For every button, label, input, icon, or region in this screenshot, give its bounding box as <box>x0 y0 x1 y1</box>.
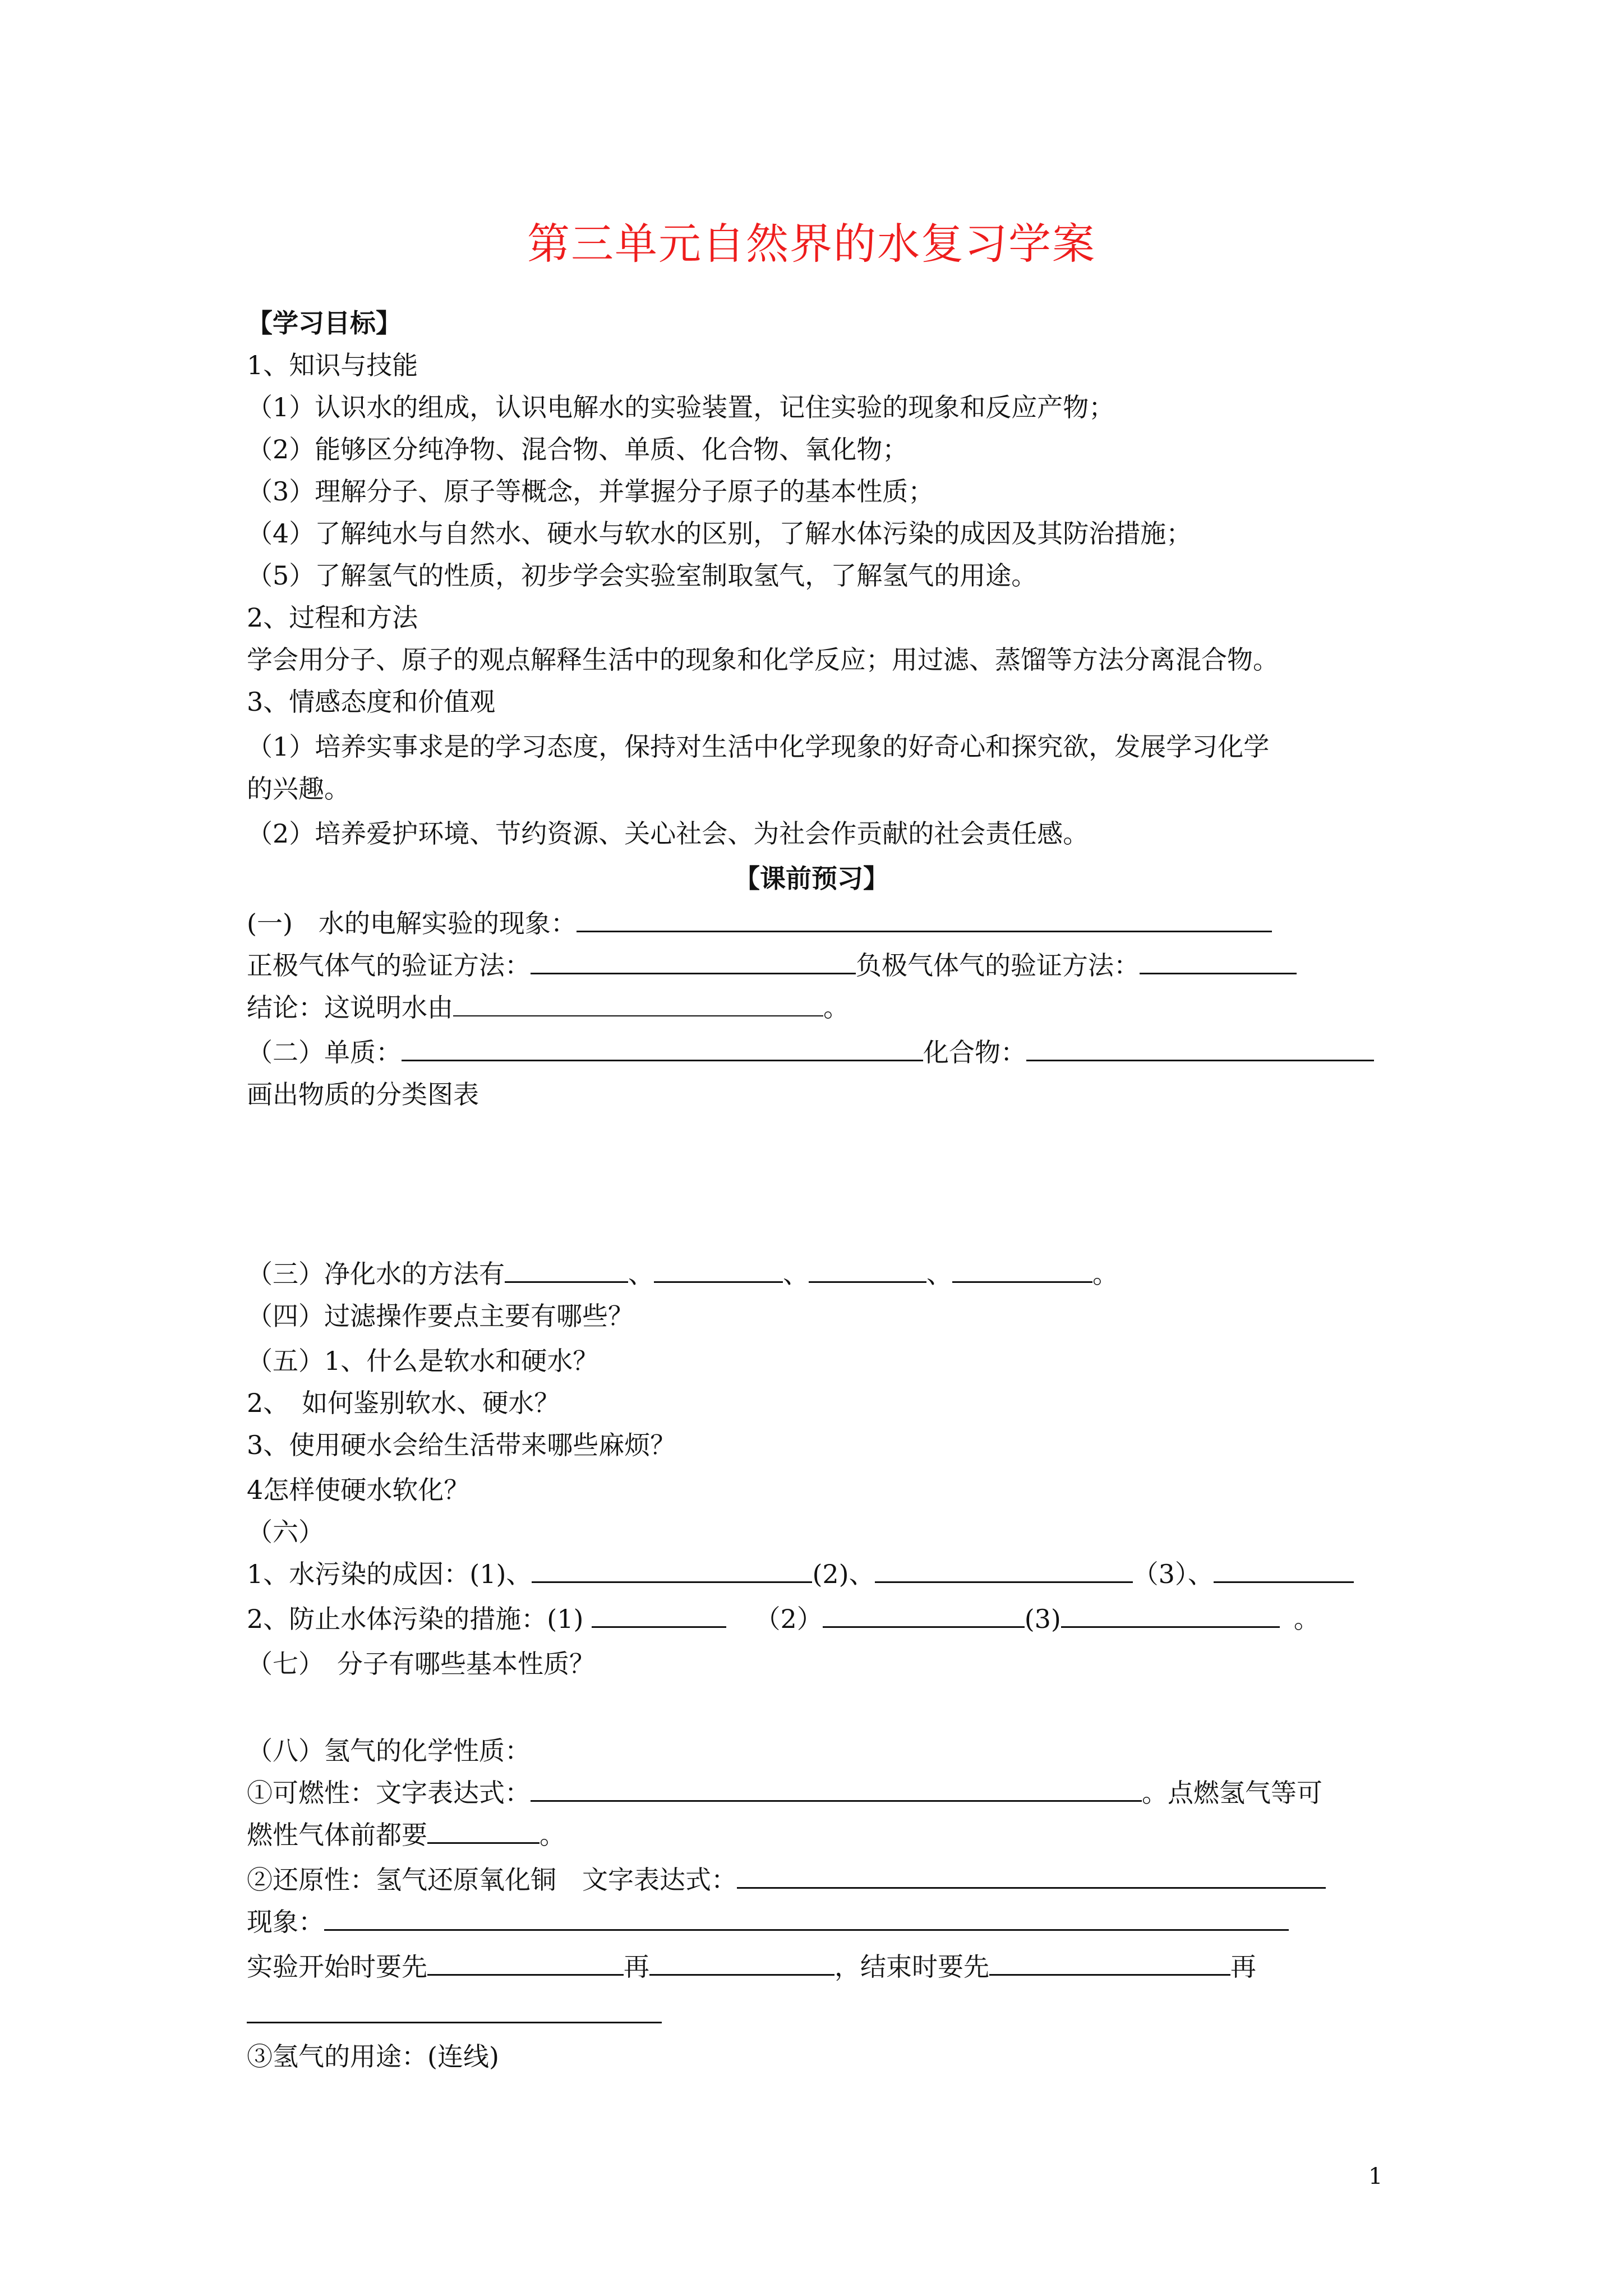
period: 。 <box>823 992 849 1023</box>
objective-item: （5）了解氢气的性质，初步学会实验室制取氢气，了解氢气的用途。 <box>247 560 1038 591</box>
answer-blank[interactable] <box>1026 1036 1374 1061</box>
question-8-1-row <box>247 1775 1322 1810</box>
question-8-2-phenomenon-row <box>247 1904 1289 1939</box>
conclusion-label: 结论：这说明水由 <box>247 992 453 1023</box>
answer-blank[interactable] <box>654 1258 783 1283</box>
item-3-label: （3）、 <box>1132 1559 1214 1589</box>
positive-verify-label: 正极气体气的验证方法： <box>247 950 531 981</box>
objective-item: （4）了解纯水与自然水、硬水与软水的区别，了解水体污染的成因及其防治措施； <box>247 518 1192 549</box>
purify-label: （三）净化水的方法有 <box>247 1259 505 1289</box>
prevention-measures-label: 2、防止水体污染的措施：(1) <box>247 1604 584 1634</box>
objectives-section-3-title: 3、情感态度和价值观 <box>247 687 496 717</box>
answer-blank[interactable] <box>1061 1603 1280 1628</box>
question-5-1: （五）1、什么是软水和硬水？ <box>247 1346 599 1376</box>
objective-item: （2）培养爱护环境、节约资源、关心社会、为社会作贡献的社会责任感。 <box>247 818 1089 849</box>
question-1-verify-row <box>247 948 1297 983</box>
answer-blank[interactable] <box>324 1906 1289 1931</box>
item-3-label: (3) <box>1024 1604 1061 1634</box>
question-8-1-continuation <box>247 1818 565 1852</box>
objective-item: （3）理解分子、原子等概念，并掌握分子原子的基本性质； <box>247 476 934 507</box>
objectives-section-2-text: 学会用分子、原子的观点解释生活中的现象和化学反应；用过滤、蒸馏等方法分离混合物。 <box>247 645 1279 675</box>
item-2-label: （2） <box>754 1604 823 1634</box>
separator: 、 <box>926 1259 952 1289</box>
answer-blank[interactable] <box>649 1950 834 1976</box>
negative-verify-label: 负极气体气的验证方法： <box>856 950 1140 981</box>
answer-blank[interactable] <box>505 1258 628 1283</box>
combustibility-label: ①可燃性：文字表达式： <box>247 1778 531 1808</box>
question-5-4: 4怎样使硬水软化？ <box>247 1475 470 1505</box>
preview-heading: 【课前预习】 <box>734 863 889 894</box>
answer-blank[interactable] <box>952 1258 1092 1283</box>
then-label: 再 <box>1230 1952 1256 1982</box>
question-3-row <box>247 1257 1118 1291</box>
combustibility-tail: 。点燃氢气等可 <box>1142 1778 1322 1808</box>
end-first-label: ，结束时要先 <box>834 1952 989 1982</box>
question-8-2-row <box>247 1862 1326 1897</box>
objective-item: （2）能够区分纯净物、混合物、单质、化合物、氧化物； <box>247 434 909 464</box>
question-1-conclusion-row <box>247 990 849 1025</box>
start-first-label: 实验开始时要先 <box>247 1952 427 1982</box>
question-8-title: （八）氢气的化学性质： <box>247 1736 531 1766</box>
classification-chart-prompt: 画出物质的分类图表 <box>247 1079 479 1110</box>
question-4: （四）过滤操作要点主要有哪些？ <box>247 1301 634 1331</box>
question-1-label: (一) 水的电解实验的现象： <box>247 908 577 938</box>
item-2-label: (2)、 <box>812 1559 875 1589</box>
question-7: （七） 分子有哪些基本性质？ <box>247 1649 595 1679</box>
reducibility-label: ②还原性：氢气还原氧化铜 文字表达式： <box>247 1865 737 1895</box>
separator: 、 <box>783 1259 809 1289</box>
question-6-1-row <box>247 1557 1354 1591</box>
answer-blank[interactable] <box>1214 1558 1354 1583</box>
single-substance-label: （二）单质： <box>247 1037 402 1068</box>
question-5-3: 3、使用硬水会给生活带来哪些麻烦？ <box>247 1430 676 1460</box>
period: 。 <box>1293 1604 1320 1634</box>
answer-blank[interactable] <box>531 949 856 974</box>
objective-item: （1）认识水的组成，认识电解水的实验装置，记住实验的现象和反应产物； <box>247 392 1115 422</box>
objectives-heading: 【学习目标】 <box>247 308 402 338</box>
answer-blank[interactable] <box>592 1603 726 1628</box>
answer-blank[interactable] <box>809 1258 926 1283</box>
answer-blank[interactable] <box>427 1819 540 1844</box>
answer-blank[interactable] <box>402 1036 923 1061</box>
objective-item-continuation: 的兴趣。 <box>247 774 350 804</box>
question-1-row <box>247 906 1272 941</box>
answer-blank[interactable] <box>427 1950 624 1976</box>
answer-blank[interactable] <box>247 1998 662 2023</box>
question-8-2-steps-row <box>247 1949 1256 1984</box>
question-6-2-row <box>247 1602 1320 1636</box>
question-5-2: 2、 如何鉴别软水、硬水？ <box>247 1388 560 1418</box>
question-8-3: ③氢气的用途：(连线) <box>247 2041 499 2072</box>
objective-item: （1）培养实事求是的学习态度，保持对生活中化学现象的好奇心和探究欲，发展学习化学 <box>247 731 1270 762</box>
question-8-2-steps-continuation <box>247 1997 662 2032</box>
compound-label: 化合物： <box>923 1037 1026 1068</box>
period: 。 <box>540 1820 565 1850</box>
objectives-section-1-title: 1、知识与技能 <box>247 350 418 380</box>
question-2-row <box>247 1035 1374 1070</box>
then-label: 再 <box>624 1952 649 1982</box>
answer-blank[interactable] <box>737 1864 1326 1889</box>
pollution-causes-label: 1、水污染的成因：(1)、 <box>247 1559 532 1589</box>
answer-blank[interactable] <box>875 1558 1133 1583</box>
page-number: 1 <box>1368 2164 1383 2189</box>
objectives-section-2-title: 2、过程和方法 <box>247 602 418 633</box>
question-6-label: （六） <box>247 1517 324 1547</box>
phenomenon-label: 现象： <box>247 1907 324 1937</box>
answer-blank[interactable] <box>823 1603 1025 1628</box>
flammable-gas-label: 燃性气体前都要 <box>247 1820 427 1850</box>
answer-blank[interactable] <box>577 907 1272 932</box>
answer-blank[interactable] <box>989 1950 1230 1976</box>
answer-blank[interactable] <box>453 992 823 1016</box>
separator: 、 <box>628 1259 654 1289</box>
answer-blank[interactable] <box>532 1558 812 1583</box>
answer-blank[interactable] <box>531 1777 1142 1802</box>
period: 。 <box>1092 1259 1118 1289</box>
page-title: 第三单元自然界的水复习学案 <box>527 219 1096 269</box>
answer-blank[interactable] <box>1140 949 1297 974</box>
